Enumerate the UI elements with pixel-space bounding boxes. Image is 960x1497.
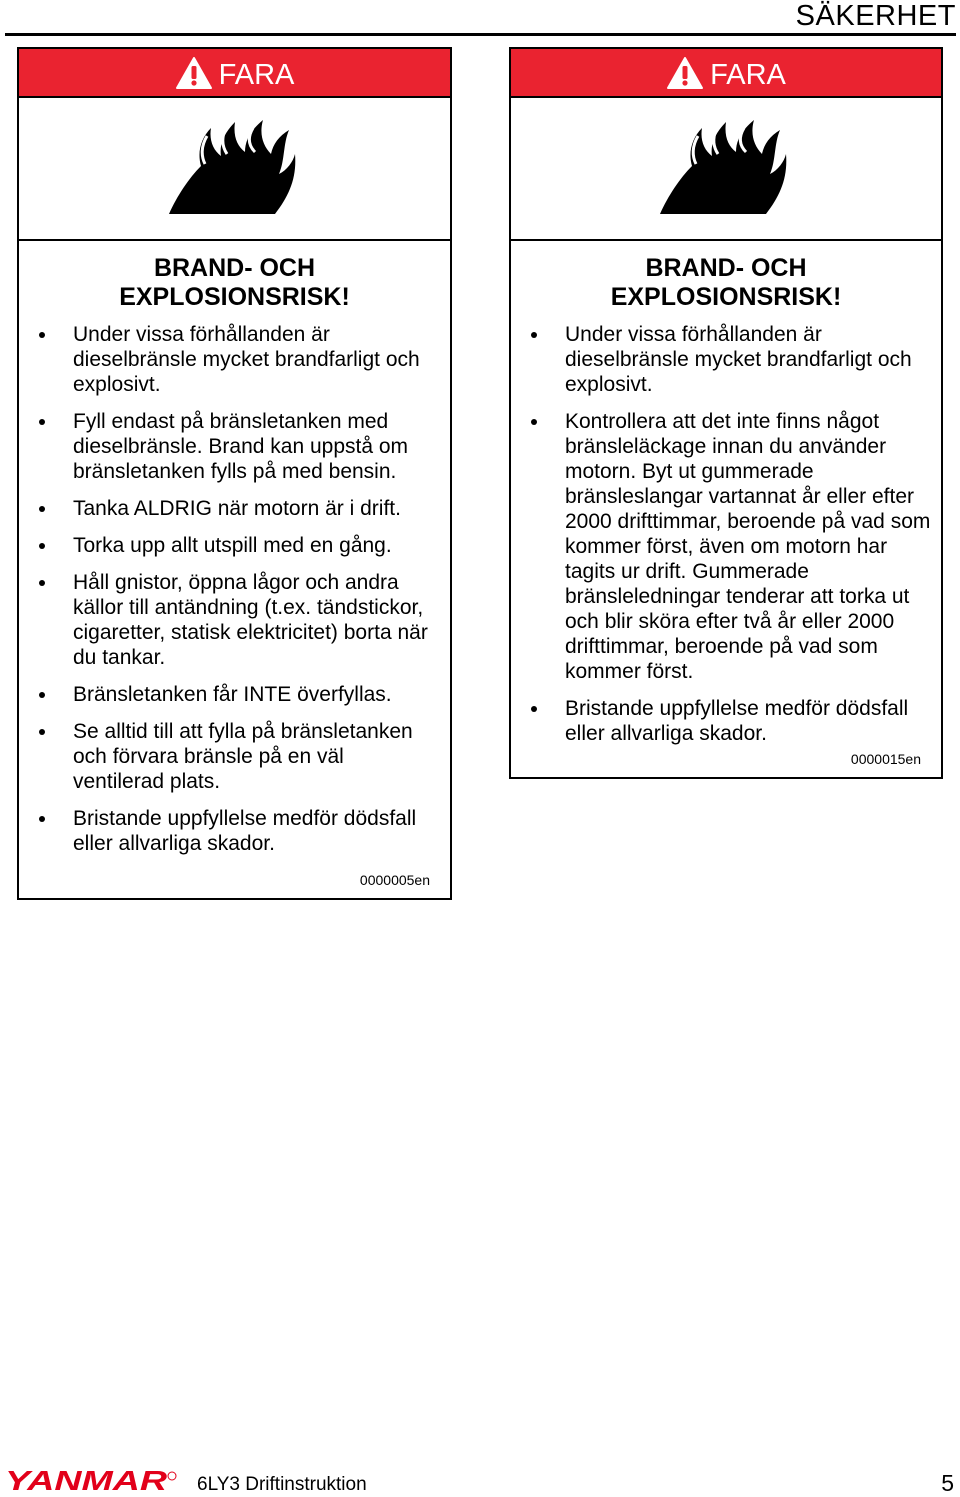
list-item <box>19 806 450 856</box>
list-item-text: Bränsletanken får INTE överfyllas. <box>73 683 392 706</box>
bullet-icon <box>39 506 45 512</box>
document-title: 6LY3 Driftinstruktion <box>197 1474 367 1495</box>
label-code: 0000005en <box>359 872 430 888</box>
warning-triangle-icon <box>175 56 213 90</box>
list-item <box>19 719 450 794</box>
hazard-title <box>511 254 941 312</box>
pictogram-area <box>19 98 450 241</box>
list-item-text: Kontrollera att det inte finns något bränsleläckage innan du använder motorn. Byt ut gummerade bränsleslangar vartannat år eller efter 2000 drifttimmar, beroende på vad som kommer först, även om motorn har tagits ur drift. Gummerade bränsleledningar tenderar att torka ut och blir sköra efter två år eller 2000 drifttimmar, beroende på vad som kommer först. <box>565 410 931 683</box>
list-item-text: Tanka ALDRIG när motorn är i drift. <box>73 497 401 520</box>
hazard-title-line: EXPLOSIONSRISK! <box>610 283 842 311</box>
yanmar-logo <box>5 1467 177 1493</box>
list-item-text: Torka upp allt utspill med en gång. <box>73 534 392 557</box>
flame-icon <box>658 116 788 218</box>
list-item <box>19 409 450 484</box>
list-item-text: Se alltid till att fylla på bränsletanken och förvara bränsle på en väl ventilerad plats. <box>73 720 413 793</box>
label-code: 0000015en <box>850 751 921 767</box>
bullet-icon <box>39 692 45 698</box>
list-item-text: Håll gnistor, öppna lågor och andra källor till antändning (t.ex. tändstickor, cigaretter, statisk elektricitet) borta när du tankar. <box>73 571 428 669</box>
banner-label: FARA <box>710 59 786 91</box>
list-item <box>19 570 450 670</box>
flame-icon <box>167 116 297 218</box>
list-item <box>19 533 450 558</box>
list-item <box>19 322 450 397</box>
danger-box-left <box>17 47 452 900</box>
hazard-title-line: BRAND- OCH <box>645 254 807 282</box>
hazard-list <box>19 322 450 856</box>
list-item <box>511 696 941 746</box>
bullet-icon <box>39 419 45 425</box>
banner-label: FARA <box>218 59 295 91</box>
box-content <box>19 254 450 898</box>
page-number: 5 <box>941 1470 954 1496</box>
bullet-icon <box>531 332 537 338</box>
bullet-icon <box>531 419 537 425</box>
list-item-text: Fyll endast på bränsletanken med dieselbränsle. Brand kan uppstå om bränsletanken fylls på med bensin. <box>73 410 409 483</box>
list-item-text: Under vissa förhållanden är dieselbränsle mycket brandfarligt och explosivt. <box>565 323 912 396</box>
list-item <box>19 682 450 707</box>
bullet-icon <box>39 729 45 735</box>
list-item-text: Under vissa förhållanden är dieselbränsle mycket brandfarligt och explosivt. <box>73 323 420 396</box>
danger-banner <box>511 49 941 98</box>
box-content <box>511 254 941 777</box>
bullet-icon <box>39 543 45 549</box>
list-item-text: Bristande uppfyllelse medför dödsfall eller allvarliga skador. <box>73 807 417 855</box>
pictogram-area <box>511 98 941 241</box>
header-rule <box>5 33 956 36</box>
list-item <box>511 322 941 397</box>
danger-box-right <box>509 47 943 779</box>
bullet-icon <box>531 706 537 712</box>
hazard-title <box>19 254 450 312</box>
bullet-icon <box>39 332 45 338</box>
list-item <box>19 496 450 521</box>
section-title: SÄKERHET <box>795 0 956 32</box>
bullet-icon <box>39 816 45 822</box>
brand-wordmark: YANMAR <box>5 1467 169 1493</box>
hazard-title-line: EXPLOSIONSRISK! <box>119 283 350 311</box>
hazard-list <box>511 322 941 746</box>
danger-banner <box>19 49 450 98</box>
list-item-text: Bristande uppfyllelse medför dödsfall eller allvarliga skador. <box>565 697 909 745</box>
warning-triangle-icon <box>666 56 704 90</box>
bullet-icon <box>39 580 45 586</box>
list-item <box>511 409 941 684</box>
hazard-title-line: BRAND- OCH <box>153 254 316 282</box>
